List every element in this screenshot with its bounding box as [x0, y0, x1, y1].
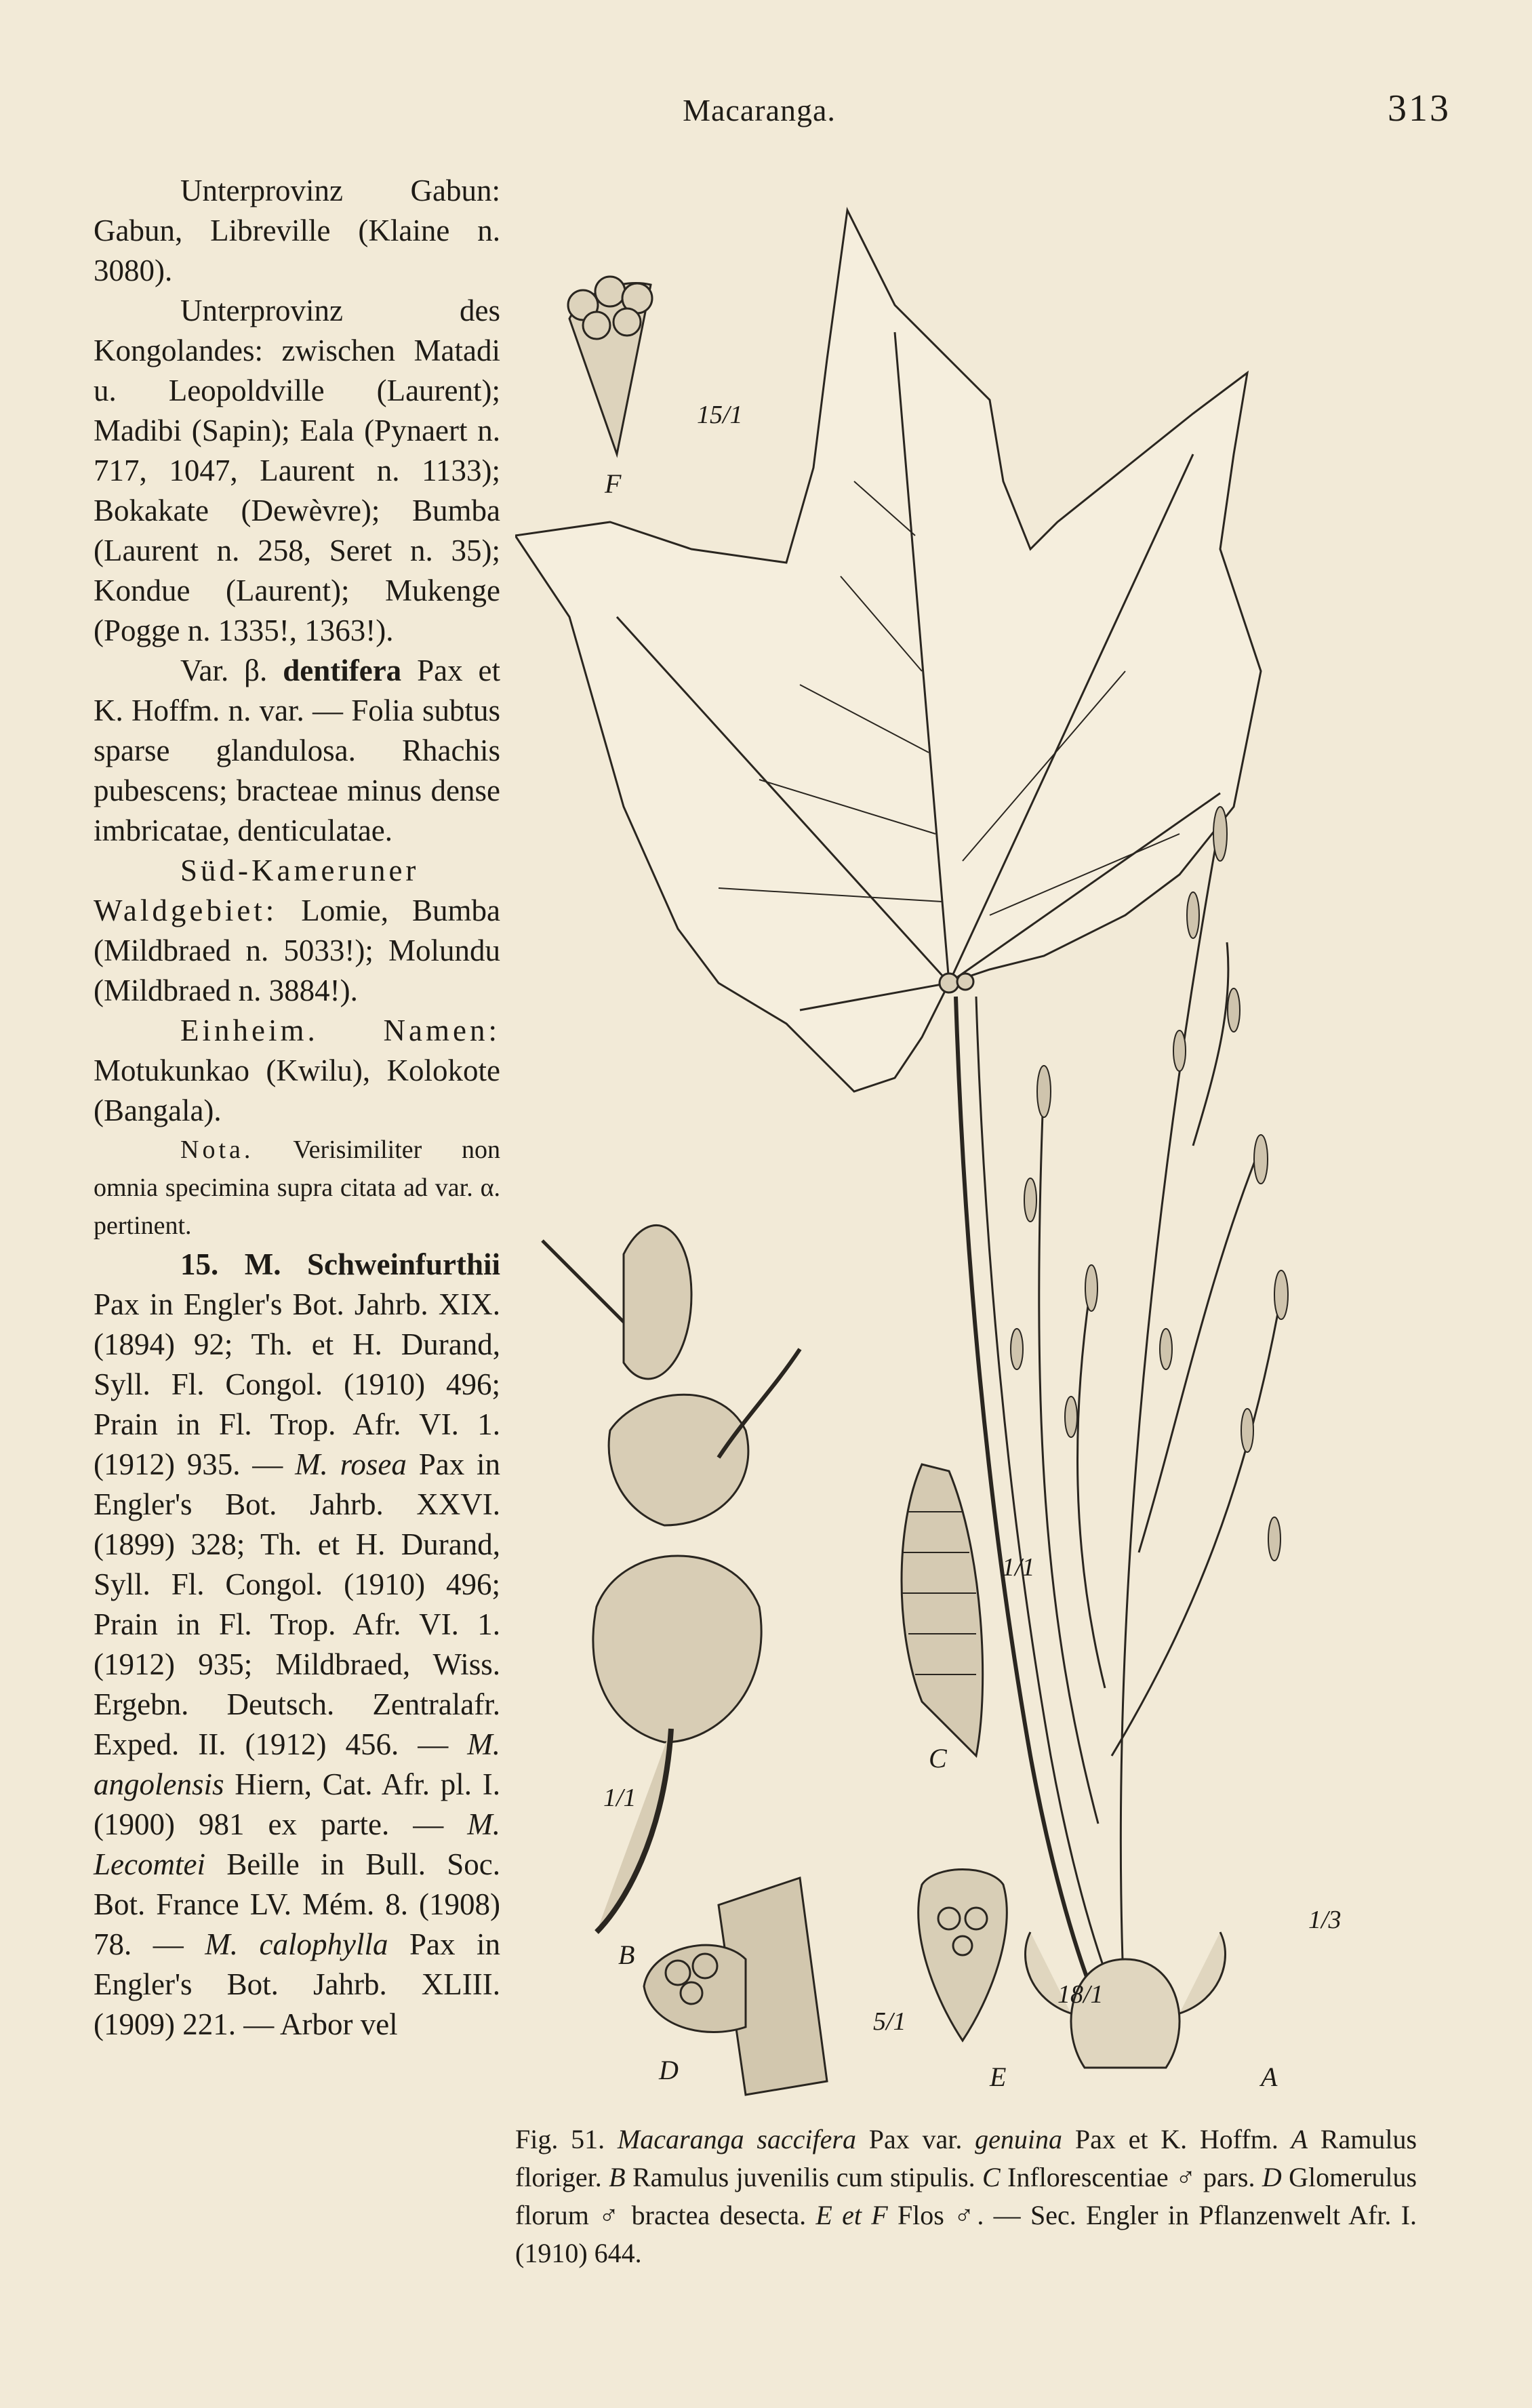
caption-text-D: Glomerulus florum ♂ bractea desecta. [515, 2162, 1417, 2230]
botanical-figure [515, 197, 1424, 2108]
figure-caption [515, 2121, 1417, 2272]
nota-heading: Nota. [180, 1136, 254, 1164]
species-citation-1: Pax in Engler's Bot. Jahrb. XIX. (1894) 92; Th. et H. Durand, Syll. Fl. Congol. (1910) 496; Prain in Fl. Trop. Afr. VI. 1. (1912) 935. — [94, 1287, 500, 1481]
paragraph-kamerun [94, 851, 500, 1011]
species-heading: 15. M. Schweinfurthii [180, 1247, 500, 1281]
species-citation-2: Pax in Engler's Bot. Jahrb. XXVI. (1899) 328; Th. et H. Durand, Syll. Fl. Congol. (1910) 496; Prain in Fl. Trop. Afr. VI. 1. (1912) 935; Mildbraed, Wiss. Ergebn. Deutsch. Zentralafr. Exped. II. (1912) 456. — [94, 1447, 500, 1761]
label-F: F [605, 468, 622, 499]
scale-E: 18/1 [1057, 1980, 1104, 2009]
synonym-angolensis: M. angolensis [94, 1727, 501, 1801]
scale-C: 1/1 [1002, 1553, 1035, 1582]
region-text: Lomie, Bumba (Mildbraed n. 5033!); Molundu (Mildbraed n. 3884!). [94, 894, 500, 1007]
flower-detail-F [568, 277, 652, 454]
caption-letter-A: A [1291, 2124, 1308, 2154]
nota-text: Verisimiliter non omnia specimina supra citata ad var. α. pertinent. [94, 1136, 500, 1240]
paragraph-species [94, 1245, 500, 2045]
variety-prefix: Var. β. [180, 654, 268, 687]
paragraph-gabun [94, 171, 500, 291]
paragraph-names [94, 1011, 500, 1131]
inflorescence-detail-C [902, 1464, 983, 1756]
young-branch-B [542, 1225, 800, 1932]
caption-text-B: Ramulus juvenilis cum stipulis. [632, 2162, 975, 2192]
label-A: A [1261, 2062, 1278, 2092]
scale-B: 1/1 [603, 1784, 637, 1812]
paragraph-variety [94, 651, 500, 851]
species-citation-3: Hiern, Cat. Afr. pl. I. (1900) 981 ex parte. — [94, 1767, 500, 1841]
paragraph-gabun-text: Unterprovinz Gabun: Gabun, Libreville (Klaine n. 3080). [94, 174, 500, 287]
caption-letter-B: B [609, 2162, 626, 2192]
caption-fig-number: Fig. 51. [515, 2124, 605, 2154]
names-text: Motukunkao (Kwilu), Kolokote (Bangala). [94, 1054, 500, 1127]
page-number: 313 [1388, 87, 1451, 129]
caption-letters-EF: E et F [815, 2200, 888, 2230]
names-heading: Einheim. Namen: [180, 1014, 500, 1047]
variety-description: Pax et K. Hoffm. n. var. — Folia subtus sparse glandulosa. Rhachis pubescens; bracteae minus dense imbricatae, denticulatae. [94, 654, 501, 847]
flower-detail-E [919, 1870, 1007, 2041]
paragraph-kongo [94, 291, 500, 651]
label-C: C [929, 1743, 947, 1773]
variety-name: dentifera [283, 654, 402, 687]
caption-text-A: Ramulus floriger. [515, 2124, 1417, 2192]
scale-A: 1/3 [1308, 1906, 1342, 1934]
species-citation-5: Pax in Engler's Bot. Jahrb. XLIII. (1909) 221. — Arbor vel [94, 1927, 501, 2041]
label-D: D [659, 2055, 679, 2085]
text-column [94, 171, 500, 2045]
caption-author-2: Pax et K. Hoffm. [1074, 2124, 1278, 2154]
caption-variety: genuina [975, 2124, 1063, 2154]
synonym-rosea: M. rosea [295, 1447, 407, 1481]
caption-species: Macaranga saccifera [617, 2124, 856, 2154]
macaranga-illustration [515, 197, 1424, 2108]
caption-text-C: Inflorescentiae ♂ pars. [1007, 2162, 1255, 2192]
paragraph-kongo-text: Unterprovinz des Kongolandes: zwischen Matadi u. Leopoldville (Laurent); Madibi (Sapin); Eala (Pynaert n. 717, 1047, Laurent n. 1133); Bokakate (Dewèvre); Bumba (Laurent n. 258, Seret n. 35); Kondue (Laurent); Mukenge (Pogge n. 1335!, 1363!). [94, 294, 500, 647]
stipule-base-A [1026, 1932, 1226, 2068]
caption-author-1: Pax var. [868, 2124, 963, 2154]
scale-D: 5/1 [873, 2007, 906, 2036]
running-header: Macaranga. [683, 93, 836, 127]
caption-letter-D: D [1262, 2162, 1282, 2192]
caption-text-EF: Flos ♂. — Sec. Engler in Pflanzenwelt Afr. I. (1910) 644. [515, 2200, 1417, 2268]
scale-F: 15/1 [697, 401, 743, 429]
label-E: E [990, 2062, 1007, 2092]
caption-letter-C: C [982, 2162, 1001, 2192]
paragraph-nota [94, 1131, 500, 1245]
synonym-calophylla: M. calophylla [205, 1927, 388, 1961]
species-citation-4: Beille in Bull. Soc. Bot. France LV. Mém. 8. (1908) 78. — [94, 1847, 500, 1961]
synonym-lecomtei: M. Lecomtei [94, 1807, 500, 1881]
label-B: B [618, 1940, 635, 1970]
region-heading: Süd-Kameruner Waldgebiet: [94, 854, 420, 927]
